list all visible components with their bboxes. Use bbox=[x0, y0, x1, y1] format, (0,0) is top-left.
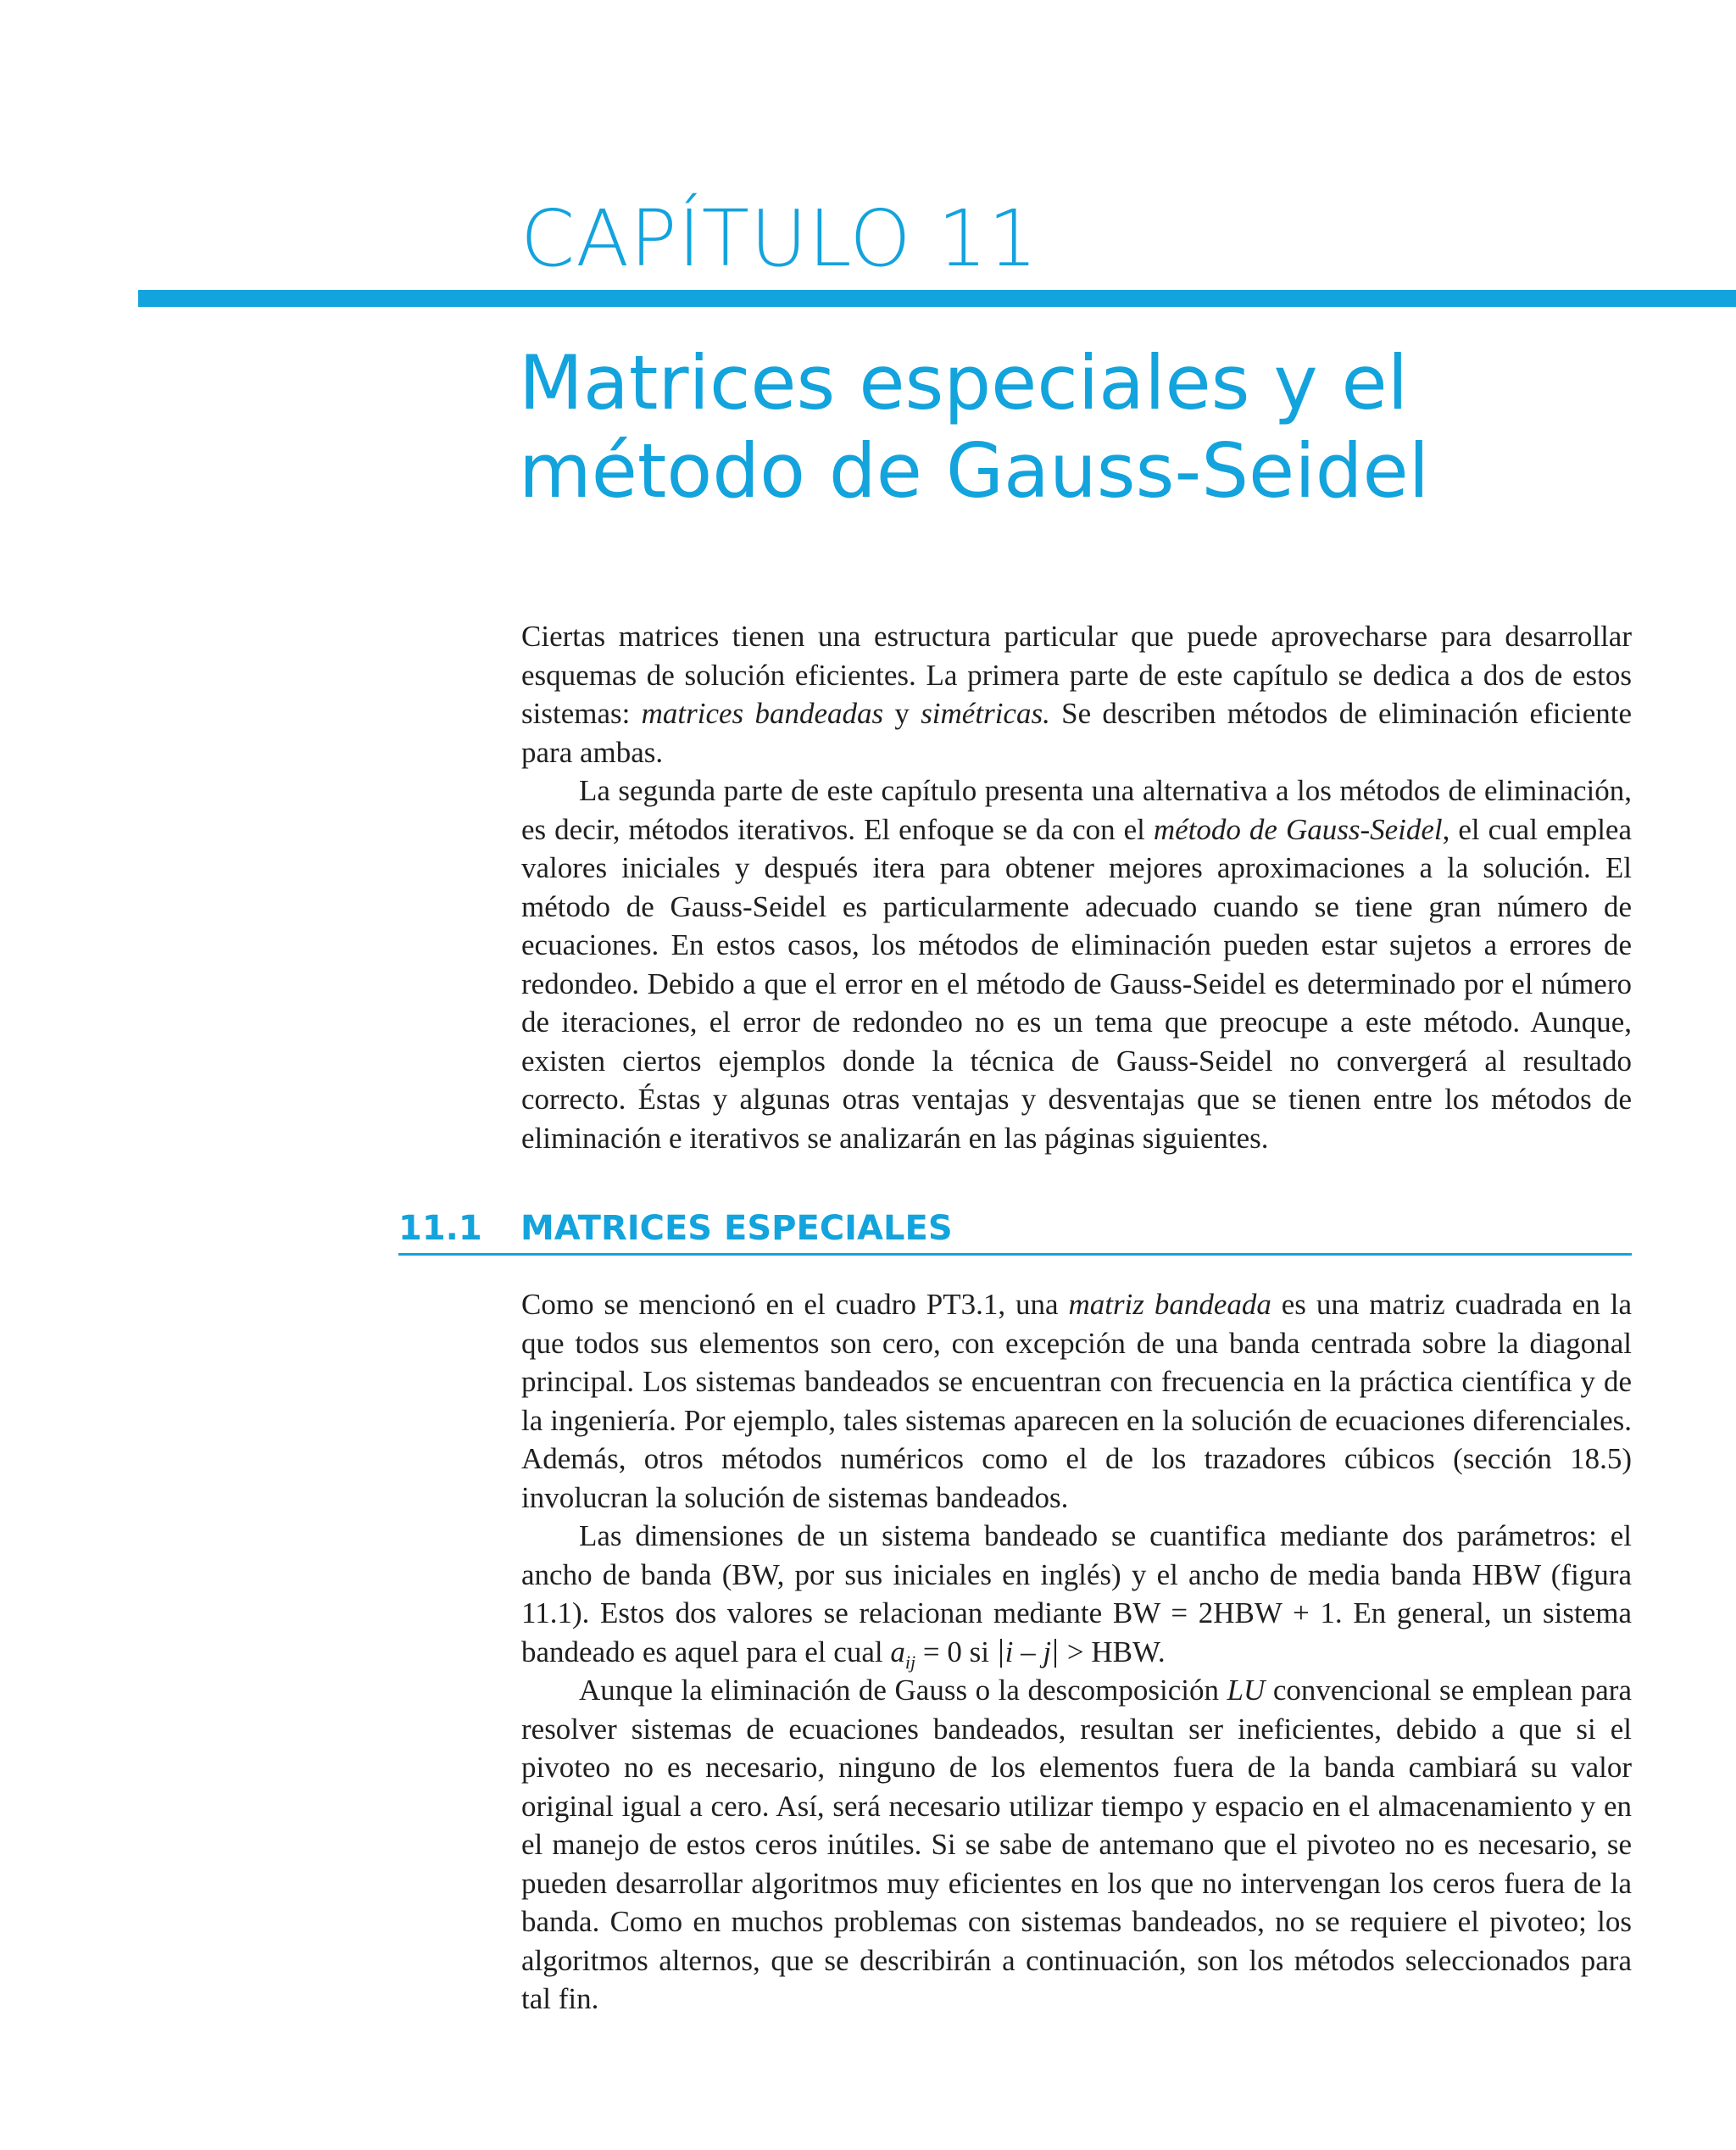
section-body bbox=[521, 1285, 1632, 2019]
emphasis: método de Gauss-Seidel bbox=[1153, 812, 1443, 846]
intro-paragraph-2: La segunda parte de este capítulo presenta una alternativa a los métodos de eliminación, es decir, métodos iterativos. El enfoque se da con el método de Gauss-Seidel, el cual emplea valores iniciales y después itera para obtener mejores aproximaciones a la solución. El método de Gauss-Seidel es particularmente adecuado cuando se tiene gran número de ecuaciones. En estos casos, los métodos de eliminación pueden estar sujetos a errores de redondeo. Debido a que el error en el método de Gauss-Seidel es determinado por el número de iteraciones, el error de redondeo no es un tema que preocupe a este método. Aunque, existen ciertos ejemplos donde la técnica de Gauss-Seidel no convergerá al resultado correcto. Éstas y algunas otras ventajas y desventajas que se tienen entre los métodos de eliminación e iterativos se analizarán en las páginas siguientes. bbox=[521, 774, 1632, 1155]
emphasis: LU bbox=[1227, 1674, 1266, 1707]
section-paragraph-3: Aunque la eliminación de Gauss o la descomposición LU convencional se emplean para resolver sistemas de ecuaciones bandeados, resultan ser ineficientes, debido a que si el pivoteo no es necesario, ninguno de los elementos fuera de la banda cambiará su valor original igual a cero. Así, será necesario utilizar tiempo y espacio en el almacenamiento y en el manejo de estos ceros inútiles. Si se sabe de antemano que el pivoteo no es necesario, se pueden desarrollar algoritmos muy eficientes en los que no intervengan los ceros fuera de la banda. Como en muchos problemas con sistemas bandeados, no se requiere el pivoteo; los algoritmos alternos, que se describirán a continuación, son los métodos seleccionados para tal fin. bbox=[521, 1674, 1632, 2015]
abs-bar-right bbox=[1054, 1639, 1056, 1668]
emphasis: matrices bandeadas bbox=[641, 697, 884, 730]
emphasis: simétricas. bbox=[921, 697, 1050, 730]
chapter-rule bbox=[138, 290, 1736, 307]
math-var: j bbox=[1043, 1635, 1052, 1668]
intro-paragraph-1: Ciertas matrices tienen una estructura particular que puede aprovecharse para desarrollar esquemas de solución eficientes. La primera parte de este capítulo se dedica a dos de estos sistemas: matrices bandeadas y simétricas. Se describen métodos de eliminación eficiente para ambas. bbox=[521, 620, 1632, 769]
emphasis: matriz bandeada bbox=[1068, 1288, 1271, 1321]
section-title: MATRICES ESPECIALES bbox=[520, 1209, 953, 1248]
section-number: 11.1 bbox=[398, 1209, 482, 1248]
section-paragraph-2: Las dimensiones de un sistema bandeado se cuantifica mediante dos parámetros: el ancho de banda (BW, por sus iniciales en inglés) y el ancho de media banda HBW (figura 11.1). Estos dos valores se relacionan mediante BW = 2HBW + 1. En general, un sistema bandeado es aquel para el cual $a_{ij} = 0$ si i – j > HBW. bbox=[521, 1519, 1632, 1673]
chapter-label: CAPÍTULO 11 bbox=[520, 193, 1039, 284]
math-var: a bbox=[890, 1635, 905, 1668]
intro-text bbox=[521, 617, 1632, 1157]
section-paragraph-1: Como se mencionó en el cuadro PT3.1, una matriz bandeada es una matriz cuadrada en la que todos sus elementos son cero, con excepción de una banda centrada sobre la diagonal principal. Los sistemas bandeados se encuentran con frecuencia en la práctica científica y de la ingeniería. Por ejemplo, tales sistemas aparecen en la solución de ecuaciones diferenciales. Además, otros métodos numéricos como el de los trazadores cúbicos (sección 18.5) involucran la solución de sistemas bandeados. bbox=[521, 1288, 1633, 1514]
abs-bar-left bbox=[1000, 1639, 1002, 1668]
math-subscript: ij bbox=[904, 1651, 916, 1673]
chapter-title: Matrices especiales y el método de Gauss-Seidel bbox=[519, 339, 1430, 515]
section-heading bbox=[398, 1204, 1632, 1256]
math-var: i bbox=[1004, 1635, 1014, 1668]
